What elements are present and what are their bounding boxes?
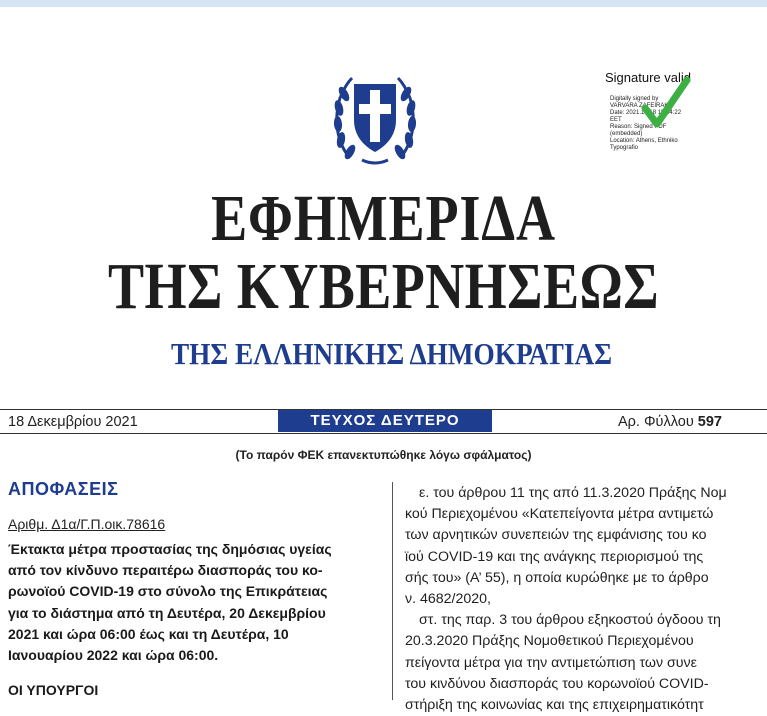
- decision-title: [8, 539, 380, 666]
- signature-line: VARVARA ZAFEIRAKI: [610, 103, 671, 109]
- section-heading: ΑΠΟΦΑΣΕΙΣ: [8, 479, 119, 499]
- body-text-right-column: [405, 483, 767, 716]
- title-line: για το διάστημα από τη Δευτέρα, 20 Δεκεμβρίου: [8, 604, 326, 621]
- signature-status: Signature valid: [605, 70, 691, 85]
- masthead-subtitle: ΤΗΣ ΕΛΛΗΝΙΚΗΣ ΔΗΜΟΚΡΑΤΙΑΣ: [170, 336, 613, 371]
- bottom-rule: [0, 433, 767, 434]
- greek-coat-of-arms-icon: [332, 68, 418, 166]
- body-line: ε. του άρθρου 11 της από 11.3.2020 Πράξης Νομ: [419, 485, 727, 501]
- body-line: σής του» (Α’ 55), η οποία κυρώθηκε με το άρθρο: [405, 569, 709, 586]
- masthead-title-line-2: ΤΗΣ ΚΥΒΕΡΝΗΣΕΩΣ: [107, 250, 660, 323]
- signature-line: Reason: Signed PDF: [610, 124, 667, 130]
- reprint-notice: (Το παρόν ΦΕΚ επανεκτυπώθηκε λόγω σφάλματος): [235, 448, 532, 462]
- signature-line: EET: [610, 117, 622, 123]
- title-line: ρωνοϊού COVID-19 στο σύνολο της Επικράτειας: [8, 583, 328, 600]
- signature-line: Location: Athens, Ethniko: [610, 138, 678, 144]
- title-line: Ιανουαρίου 2022 και ώρα 06:00.: [8, 646, 219, 663]
- body-line: πείγοντα μέτρα για την αντιμετώπιση των συνε: [405, 654, 697, 671]
- body-line: ϊού COVID-19 και της ανάγκης περιορισμού της: [405, 548, 704, 565]
- top-bar: [0, 0, 767, 7]
- title-line: από τον κίνδυνο περαιτέρω διασποράς του κο-: [8, 562, 323, 579]
- body-line: κού Περιεχομένου «Κατεπείγοντα μέτρα αντιμετώ: [405, 506, 714, 523]
- title-line: 2021 και ώρα 06:00 έως και τη Δευτέρα, 10: [8, 625, 289, 642]
- column-divider: [392, 482, 393, 700]
- issue-badge: ΤΕΥΧΟΣ ΔΕΥΤΕΡΟ: [278, 410, 492, 432]
- title-line: Έκτακτα μέτρα προστασίας της δημόσιας υγείας: [8, 541, 332, 557]
- sheet-number-value: 597: [697, 414, 722, 430]
- body-line: στ. της παρ. 3 του άρθρου εξηκοστού όγδοου τη: [419, 612, 721, 629]
- signature-line: (embedded): [610, 131, 643, 137]
- body-line: του κινδύνου διασποράς του κορωνοϊού COVID-: [405, 675, 709, 692]
- ministers-heading: ΟΙ ΥΠΟΥΡΓΟΙ: [8, 682, 99, 698]
- issue-date: 18 Δεκεμβρίου 2021: [8, 414, 138, 430]
- body-line: 20.3.2020 Πράξης Νομοθετικού Περιεχομένου: [405, 633, 694, 650]
- sheet-label: Αρ. Φύλλου: [618, 414, 694, 430]
- body-line: των αρνητικών συνεπειών της εμφάνισης του κο: [405, 527, 707, 544]
- checkmark-icon: [641, 76, 691, 132]
- masthead-title-line-1: ΕΦΗΜΕΡΙΔΑ: [211, 182, 556, 255]
- signature-line: Digitally signed by: [610, 96, 659, 102]
- signature-line: Typografio: [610, 145, 639, 151]
- sheet-number: [618, 414, 722, 430]
- body-line: ν. 4682/2020,: [405, 590, 491, 607]
- decision-reference: Αριθμ. Δ1α/Γ.Π.οικ.78616: [8, 516, 166, 532]
- digital-signature-block: [605, 70, 767, 160]
- body-line: στήριξη της κοινωνίας και της επιχειρηματικότητ: [405, 696, 704, 713]
- signature-line: Date: 2021.12.18 15:54:22: [610, 110, 682, 116]
